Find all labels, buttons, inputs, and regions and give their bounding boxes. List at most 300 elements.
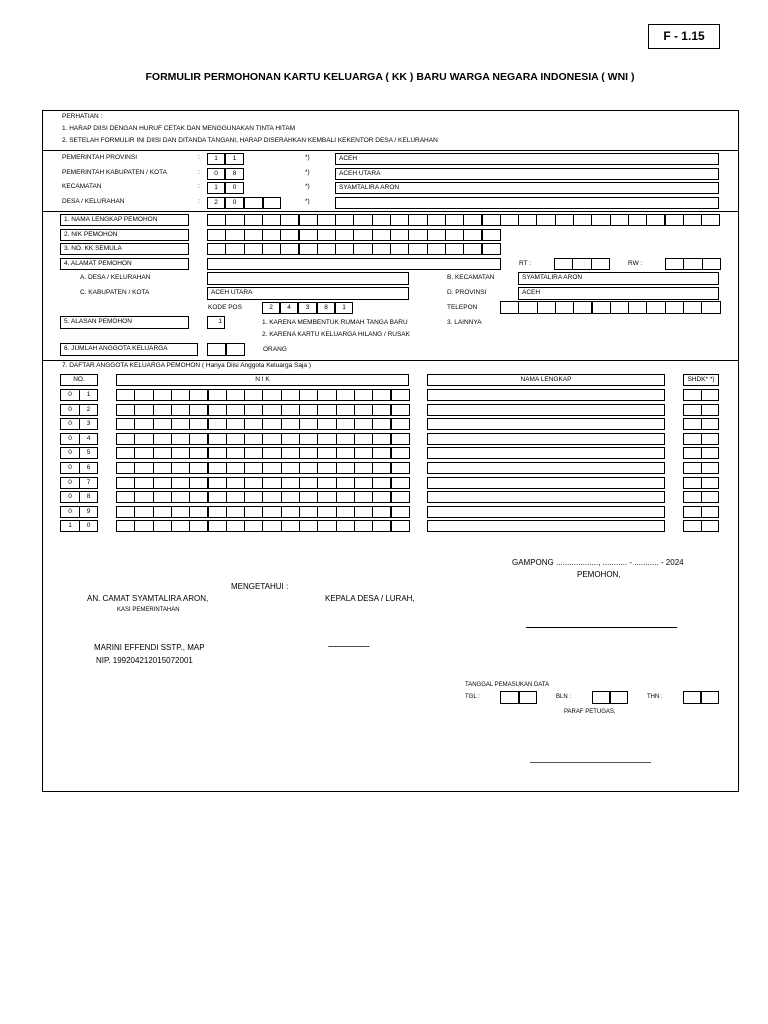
member-nik-digit-box[interactable] (189, 433, 208, 445)
member-nik-digit-box[interactable] (372, 462, 391, 474)
name-letter-box[interactable] (665, 214, 684, 226)
member-shdk-box[interactable] (683, 447, 702, 459)
member-nik-digit-box[interactable] (244, 418, 263, 430)
nik-digit-box[interactable] (482, 229, 501, 241)
phone-digit-box[interactable] (646, 301, 665, 314)
name-letter-box[interactable] (573, 214, 592, 226)
kk-digit-box[interactable] (482, 243, 501, 255)
member-nik-digit-box[interactable] (372, 418, 391, 430)
member-nik-digit-box[interactable] (336, 418, 355, 430)
member-count-digit[interactable] (226, 343, 245, 356)
member-nik-digit-box[interactable] (317, 506, 336, 518)
member-nik-digit-box[interactable] (391, 418, 410, 430)
member-nik-digit-box[interactable] (354, 520, 373, 532)
member-nik-digit-box[interactable] (244, 404, 263, 416)
member-nik-digit-box[interactable] (372, 389, 391, 401)
member-nik-digit-box[interactable] (116, 491, 135, 503)
member-nik-digit-box[interactable] (391, 433, 410, 445)
member-nik-digit-box[interactable] (244, 433, 263, 445)
member-nik-digit-box[interactable] (281, 418, 300, 430)
member-nik-digit-box[interactable] (116, 433, 135, 445)
member-nik-digit-box[interactable] (244, 389, 263, 401)
member-nik-digit-box[interactable] (226, 477, 245, 489)
member-nik-digit-box[interactable] (189, 477, 208, 489)
member-nik-digit-box[interactable] (116, 418, 135, 430)
member-nik-digit-box[interactable] (116, 389, 135, 401)
member-nik-digit-box[interactable] (391, 491, 410, 503)
member-shdk-box[interactable] (701, 389, 719, 401)
member-nik-digit-box[interactable] (354, 433, 373, 445)
name-letter-box[interactable] (353, 214, 372, 226)
member-nik-digit-box[interactable] (153, 404, 172, 416)
member-nik-digit-box[interactable] (153, 520, 172, 532)
member-nik-digit-box[interactable] (372, 491, 391, 503)
member-nik-digit-box[interactable] (171, 462, 190, 474)
member-nik-digit-box[interactable] (299, 520, 318, 532)
phone-digit-box[interactable] (701, 301, 720, 314)
member-name-field[interactable] (427, 433, 665, 445)
member-nik-digit-box[interactable] (208, 506, 227, 518)
member-shdk-box[interactable] (683, 418, 702, 430)
rw-digit-box[interactable] (702, 258, 721, 270)
member-nik-digit-box[interactable] (208, 491, 227, 503)
member-nik-digit-box[interactable] (299, 506, 318, 518)
kk-digit-box[interactable] (207, 243, 226, 255)
member-nik-digit-box[interactable] (391, 404, 410, 416)
member-nik-digit-box[interactable] (226, 491, 245, 503)
name-letter-box[interactable] (646, 214, 665, 226)
member-nik-digit-box[interactable] (336, 447, 355, 459)
member-nik-digit-box[interactable] (226, 389, 245, 401)
member-nik-digit-box[interactable] (134, 520, 153, 532)
member-nik-digit-box[interactable] (317, 477, 336, 489)
member-nik-digit-box[interactable] (189, 404, 208, 416)
member-nik-digit-box[interactable] (281, 433, 300, 445)
member-nik-digit-box[interactable] (354, 506, 373, 518)
member-nik-digit-box[interactable] (189, 462, 208, 474)
regency-code-digit[interactable]: 8 (225, 168, 244, 180)
member-nik-digit-box[interactable] (281, 477, 300, 489)
rw-digit-box[interactable] (683, 258, 702, 270)
member-shdk-box[interactable] (701, 491, 719, 503)
member-nik-digit-box[interactable] (244, 462, 263, 474)
name-letter-box[interactable] (628, 214, 647, 226)
province-field[interactable]: ACEH (518, 287, 719, 300)
member-nik-digit-box[interactable] (262, 477, 281, 489)
member-nik-digit-box[interactable] (226, 520, 245, 532)
member-nik-digit-box[interactable] (171, 491, 190, 503)
rt-digit-box[interactable] (554, 258, 573, 270)
district-code-digit[interactable]: 0 (225, 182, 244, 194)
district-name-field[interactable]: SYAMTALIRA ARON (335, 182, 719, 194)
entry-day-digit[interactable] (519, 691, 537, 704)
nik-digit-box[interactable] (262, 229, 281, 241)
member-nik-digit-box[interactable] (153, 477, 172, 489)
member-nik-digit-box[interactable] (116, 404, 135, 416)
kk-digit-box[interactable] (390, 243, 409, 255)
name-letter-box[interactable] (518, 214, 537, 226)
nik-digit-box[interactable] (317, 229, 336, 241)
kk-digit-box[interactable] (299, 243, 318, 255)
entry-day-digit[interactable] (500, 691, 519, 704)
member-nik-digit-box[interactable] (244, 520, 263, 532)
member-nik-digit-box[interactable] (262, 462, 281, 474)
phone-digit-box[interactable] (500, 301, 519, 314)
member-nik-digit-box[interactable] (262, 506, 281, 518)
member-nik-digit-box[interactable] (372, 520, 391, 532)
village-code-digit[interactable]: 2 (207, 197, 225, 209)
name-letter-box[interactable] (683, 214, 702, 226)
member-nik-digit-box[interactable] (116, 447, 135, 459)
member-nik-digit-box[interactable] (116, 477, 135, 489)
regency-code-digit[interactable]: 0 (207, 168, 225, 180)
member-nik-digit-box[interactable] (134, 491, 153, 503)
member-nik-digit-box[interactable] (134, 506, 153, 518)
name-letter-box[interactable] (445, 214, 464, 226)
member-nik-digit-box[interactable] (226, 462, 245, 474)
province-code-digit[interactable]: 1 (225, 153, 244, 165)
name-letter-box[interactable] (500, 214, 519, 226)
member-nik-digit-box[interactable] (372, 447, 391, 459)
name-letter-box[interactable] (207, 214, 226, 226)
nik-digit-box[interactable] (244, 229, 263, 241)
member-nik-digit-box[interactable] (262, 447, 281, 459)
regency-name-field[interactable]: ACEH UTARA (335, 168, 719, 180)
kk-digit-box[interactable] (280, 243, 299, 255)
member-nik-digit-box[interactable] (317, 491, 336, 503)
member-nik-digit-box[interactable] (171, 506, 190, 518)
postal-code-digit[interactable]: 2 (262, 302, 280, 314)
entry-month-digit[interactable] (610, 691, 628, 704)
member-nik-digit-box[interactable] (281, 462, 300, 474)
name-letter-box[interactable] (591, 214, 610, 226)
member-shdk-box[interactable] (701, 447, 719, 459)
member-nik-digit-box[interactable] (134, 462, 153, 474)
member-nik-digit-box[interactable] (189, 447, 208, 459)
name-letter-box[interactable] (280, 214, 299, 226)
member-nik-digit-box[interactable] (262, 404, 281, 416)
member-shdk-box[interactable] (683, 477, 702, 489)
member-nik-digit-box[interactable] (372, 404, 391, 416)
member-shdk-box[interactable] (683, 520, 702, 532)
kk-digit-box[interactable] (408, 243, 427, 255)
postal-code-digit[interactable]: 1 (335, 302, 353, 314)
member-nik-digit-box[interactable] (299, 433, 318, 445)
name-letter-box[interactable] (244, 214, 263, 226)
member-nik-digit-box[interactable] (391, 477, 410, 489)
member-nik-digit-box[interactable] (171, 520, 190, 532)
entry-year-digit[interactable] (683, 691, 701, 704)
member-name-field[interactable] (427, 418, 665, 430)
nik-digit-box[interactable] (408, 229, 427, 241)
member-nik-digit-box[interactable] (336, 477, 355, 489)
phone-digit-box[interactable] (573, 301, 592, 314)
member-shdk-box[interactable] (701, 462, 719, 474)
member-name-field[interactable] (427, 520, 665, 532)
member-nik-digit-box[interactable] (391, 447, 410, 459)
member-shdk-box[interactable] (683, 506, 702, 518)
member-nik-digit-box[interactable] (262, 491, 281, 503)
member-nik-digit-box[interactable] (317, 404, 336, 416)
nik-digit-box[interactable] (445, 229, 464, 241)
member-shdk-box[interactable] (701, 477, 719, 489)
member-nik-digit-box[interactable] (336, 520, 355, 532)
member-nik-digit-box[interactable] (281, 520, 300, 532)
kk-digit-box[interactable] (262, 243, 281, 255)
member-shdk-box[interactable] (683, 389, 702, 401)
member-nik-digit-box[interactable] (244, 491, 263, 503)
member-nik-digit-box[interactable] (208, 477, 227, 489)
phone-digit-box[interactable] (665, 301, 684, 314)
nik-digit-box[interactable] (390, 229, 409, 241)
member-nik-digit-box[interactable] (281, 389, 300, 401)
member-nik-digit-box[interactable] (299, 418, 318, 430)
member-nik-digit-box[interactable] (336, 462, 355, 474)
nik-digit-box[interactable] (225, 229, 244, 241)
district-code-digit[interactable]: 1 (207, 182, 225, 194)
member-nik-digit-box[interactable] (281, 404, 300, 416)
member-nik-digit-box[interactable] (171, 447, 190, 459)
phone-digit-box[interactable] (518, 301, 537, 314)
name-letter-box[interactable] (610, 214, 629, 226)
member-nik-digit-box[interactable] (281, 491, 300, 503)
member-nik-digit-box[interactable] (391, 389, 410, 401)
member-nik-digit-box[interactable] (391, 506, 410, 518)
member-nik-digit-box[interactable] (208, 447, 227, 459)
kk-digit-box[interactable] (335, 243, 354, 255)
member-nik-digit-box[interactable] (336, 491, 355, 503)
member-nik-digit-box[interactable] (116, 462, 135, 474)
kk-digit-box[interactable] (353, 243, 372, 255)
member-nik-digit-box[interactable] (299, 389, 318, 401)
member-nik-digit-box[interactable] (134, 447, 153, 459)
member-nik-digit-box[interactable] (317, 389, 336, 401)
member-nik-digit-box[interactable] (226, 433, 245, 445)
member-nik-digit-box[interactable] (317, 418, 336, 430)
member-nik-digit-box[interactable] (317, 447, 336, 459)
village-code-digit[interactable] (263, 197, 281, 209)
member-nik-digit-box[interactable] (244, 477, 263, 489)
rw-digit-box[interactable] (665, 258, 684, 270)
member-nik-digit-box[interactable] (153, 506, 172, 518)
phone-digit-box[interactable] (555, 301, 574, 314)
member-nik-digit-box[interactable] (336, 433, 355, 445)
member-nik-digit-box[interactable] (281, 506, 300, 518)
member-shdk-box[interactable] (701, 433, 719, 445)
phone-digit-box[interactable] (592, 301, 611, 314)
province-code-digit[interactable]: 1 (207, 153, 225, 165)
nik-digit-box[interactable] (207, 229, 226, 241)
member-nik-digit-box[interactable] (391, 520, 410, 532)
member-shdk-box[interactable] (683, 404, 702, 416)
member-nik-digit-box[interactable] (262, 418, 281, 430)
member-nik-digit-box[interactable] (226, 506, 245, 518)
phone-digit-box[interactable] (537, 301, 556, 314)
member-nik-digit-box[interactable] (244, 447, 263, 459)
member-nik-digit-box[interactable] (226, 418, 245, 430)
member-name-field[interactable] (427, 447, 665, 459)
phone-digit-box[interactable] (683, 301, 702, 314)
regency-field[interactable]: ACEH UTARA (207, 287, 409, 300)
address-field[interactable] (207, 258, 501, 270)
member-nik-digit-box[interactable] (244, 506, 263, 518)
member-shdk-box[interactable] (683, 433, 702, 445)
entry-year-digit[interactable] (701, 691, 719, 704)
member-nik-digit-box[interactable] (153, 447, 172, 459)
name-letter-box[interactable] (463, 214, 482, 226)
postal-code-digit[interactable]: 8 (317, 302, 335, 314)
member-nik-digit-box[interactable] (153, 418, 172, 430)
phone-digit-box[interactable] (628, 301, 647, 314)
member-name-field[interactable] (427, 477, 665, 489)
member-nik-digit-box[interactable] (208, 389, 227, 401)
member-nik-digit-box[interactable] (116, 506, 135, 518)
member-shdk-box[interactable] (683, 491, 702, 503)
nik-digit-box[interactable] (353, 229, 372, 241)
member-shdk-box[interactable] (701, 418, 719, 430)
member-nik-digit-box[interactable] (317, 520, 336, 532)
postal-code-digit[interactable]: 3 (298, 302, 317, 314)
kk-digit-box[interactable] (463, 243, 482, 255)
member-name-field[interactable] (427, 491, 665, 503)
member-nik-digit-box[interactable] (262, 389, 281, 401)
member-nik-digit-box[interactable] (134, 477, 153, 489)
name-letter-box[interactable] (299, 214, 318, 226)
member-nik-digit-box[interactable] (226, 447, 245, 459)
member-nik-digit-box[interactable] (189, 389, 208, 401)
reason-field[interactable]: 1 (207, 316, 225, 329)
member-nik-digit-box[interactable] (153, 491, 172, 503)
member-nik-digit-box[interactable] (317, 433, 336, 445)
name-letter-box[interactable] (390, 214, 409, 226)
member-nik-digit-box[interactable] (208, 433, 227, 445)
name-letter-box[interactable] (427, 214, 446, 226)
member-nik-digit-box[interactable] (134, 418, 153, 430)
member-nik-digit-box[interactable] (116, 520, 135, 532)
member-nik-digit-box[interactable] (226, 404, 245, 416)
member-nik-digit-box[interactable] (208, 520, 227, 532)
member-nik-digit-box[interactable] (336, 389, 355, 401)
name-letter-box[interactable] (555, 214, 574, 226)
phone-digit-box[interactable] (610, 301, 629, 314)
member-shdk-box[interactable] (701, 404, 719, 416)
name-letter-box[interactable] (408, 214, 427, 226)
member-nik-digit-box[interactable] (171, 404, 190, 416)
kk-digit-box[interactable] (445, 243, 464, 255)
member-nik-digit-box[interactable] (134, 404, 153, 416)
name-letter-box[interactable] (225, 214, 244, 226)
nik-digit-box[interactable] (463, 229, 482, 241)
name-letter-box[interactable] (262, 214, 281, 226)
member-nik-digit-box[interactable] (299, 404, 318, 416)
member-nik-digit-box[interactable] (372, 477, 391, 489)
member-nik-digit-box[interactable] (189, 506, 208, 518)
member-nik-digit-box[interactable] (317, 462, 336, 474)
nik-digit-box[interactable] (372, 229, 391, 241)
member-nik-digit-box[interactable] (299, 491, 318, 503)
member-nik-digit-box[interactable] (153, 433, 172, 445)
member-nik-digit-box[interactable] (171, 477, 190, 489)
member-name-field[interactable] (427, 506, 665, 518)
nik-digit-box[interactable] (335, 229, 354, 241)
postal-code-digit[interactable]: 4 (280, 302, 298, 314)
member-nik-digit-box[interactable] (262, 433, 281, 445)
member-nik-digit-box[interactable] (354, 491, 373, 503)
member-count-digit[interactable] (207, 343, 226, 356)
member-nik-digit-box[interactable] (189, 520, 208, 532)
member-name-field[interactable] (427, 389, 665, 401)
member-nik-digit-box[interactable] (354, 389, 373, 401)
kk-digit-box[interactable] (317, 243, 336, 255)
name-letter-box[interactable] (335, 214, 354, 226)
member-nik-digit-box[interactable] (336, 404, 355, 416)
rt-digit-box[interactable] (591, 258, 610, 270)
member-name-field[interactable] (427, 462, 665, 474)
member-nik-digit-box[interactable] (262, 520, 281, 532)
village-code-digit[interactable]: 0 (225, 197, 244, 209)
name-letter-box[interactable] (482, 214, 501, 226)
member-shdk-box[interactable] (701, 520, 719, 532)
village-code-digit[interactable] (244, 197, 263, 209)
member-nik-digit-box[interactable] (354, 418, 373, 430)
member-name-field[interactable] (427, 404, 665, 416)
member-nik-digit-box[interactable] (299, 477, 318, 489)
member-nik-digit-box[interactable] (171, 433, 190, 445)
member-nik-digit-box[interactable] (372, 433, 391, 445)
member-nik-digit-box[interactable] (153, 389, 172, 401)
kk-digit-box[interactable] (225, 243, 244, 255)
kk-digit-box[interactable] (427, 243, 446, 255)
member-nik-digit-box[interactable] (354, 462, 373, 474)
member-nik-digit-box[interactable] (354, 404, 373, 416)
name-letter-box[interactable] (317, 214, 336, 226)
entry-month-digit[interactable] (592, 691, 610, 704)
nik-digit-box[interactable] (299, 229, 318, 241)
member-shdk-box[interactable] (701, 506, 719, 518)
member-nik-digit-box[interactable] (208, 404, 227, 416)
member-nik-digit-box[interactable] (189, 418, 208, 430)
member-nik-digit-box[interactable] (171, 418, 190, 430)
kk-digit-box[interactable] (244, 243, 263, 255)
rt-digit-box[interactable] (572, 258, 591, 270)
province-name-field[interactable]: ACEH (335, 153, 719, 165)
member-nik-digit-box[interactable] (372, 506, 391, 518)
member-nik-digit-box[interactable] (171, 389, 190, 401)
member-nik-digit-box[interactable] (336, 506, 355, 518)
member-nik-digit-box[interactable] (134, 433, 153, 445)
member-nik-digit-box[interactable] (299, 447, 318, 459)
village-name-field[interactable] (335, 197, 719, 209)
member-nik-digit-box[interactable] (208, 418, 227, 430)
member-nik-digit-box[interactable] (391, 462, 410, 474)
nik-digit-box[interactable] (280, 229, 299, 241)
village-field[interactable] (207, 272, 409, 285)
district-field[interactable]: SYAMTALIRA ARON (518, 272, 719, 285)
member-nik-digit-box[interactable] (281, 447, 300, 459)
member-nik-digit-box[interactable] (134, 389, 153, 401)
member-nik-digit-box[interactable] (208, 462, 227, 474)
member-nik-digit-box[interactable] (354, 477, 373, 489)
kk-digit-box[interactable] (372, 243, 391, 255)
member-nik-digit-box[interactable] (299, 462, 318, 474)
nik-digit-box[interactable] (427, 229, 446, 241)
name-letter-box[interactable] (536, 214, 555, 226)
member-nik-digit-box[interactable] (153, 462, 172, 474)
member-nik-digit-box[interactable] (354, 447, 373, 459)
member-nik-digit-box[interactable] (189, 491, 208, 503)
name-letter-box[interactable] (701, 214, 720, 226)
name-letter-box[interactable] (372, 214, 391, 226)
